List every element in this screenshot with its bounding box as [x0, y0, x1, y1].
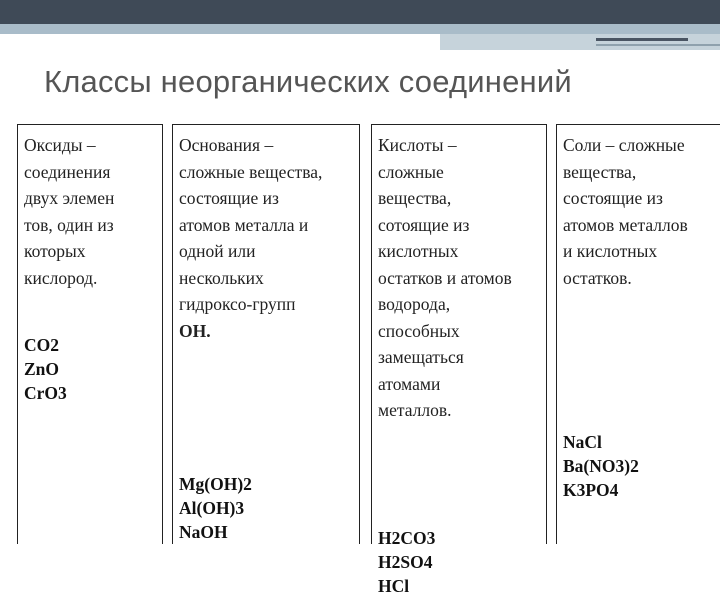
formula: H2SO4: [378, 552, 433, 572]
slide-title: Классы неорганических соединений: [44, 64, 572, 99]
formula: NaCl: [563, 432, 602, 452]
formula: NaOH: [179, 522, 228, 542]
formula: ZnO: [24, 359, 60, 379]
formula-list: [372, 526, 546, 598]
column-salts: [556, 124, 720, 544]
formula: CO2: [24, 335, 59, 355]
column-top-border: [172, 124, 360, 131]
column-description: Соли – сложные вещества, состоящие из атомов металлов и кислотных остатков.: [563, 135, 688, 288]
formula: H2CO3: [378, 528, 436, 548]
column-oxides: [17, 124, 163, 544]
formula: Al(OH)3: [179, 498, 245, 518]
formula: HCl: [378, 576, 410, 596]
formula: Mg(OH)2: [179, 474, 252, 494]
formula-list: [557, 430, 720, 502]
formula-list: [173, 472, 359, 544]
header-right-accent: [440, 34, 720, 50]
column-top-border: [556, 124, 720, 131]
column-description: Кислоты – сложные вещества, сотоящие из кислотных остатков и атомов водорода, способных замещаться атомами металлов.: [378, 135, 512, 420]
top-header-bar: [0, 0, 720, 24]
column-top-border: [371, 124, 547, 131]
formula: CrO3: [24, 383, 67, 403]
column-description-text: Основания – сложные вещества, состоящие из атомов металла и одной или нескольких гидроксо-групп: [179, 135, 323, 314]
column-acids: [371, 124, 547, 596]
formula: Ba(NO3)2: [563, 456, 639, 476]
column-bases: [172, 124, 360, 544]
accent-line: [596, 38, 688, 41]
header-white-notch: [0, 34, 440, 50]
column-top-border: [17, 124, 163, 131]
formula: K3PO4: [563, 480, 619, 500]
column-description-bold: OH.: [179, 320, 211, 341]
formula-list: [18, 333, 162, 405]
top-accent-band: [0, 24, 720, 34]
accent-line: [596, 44, 720, 46]
column-description: Оксиды – соединения двух элемен тов, один из которых кислород.: [24, 135, 115, 288]
column-description: [173, 132, 359, 344]
